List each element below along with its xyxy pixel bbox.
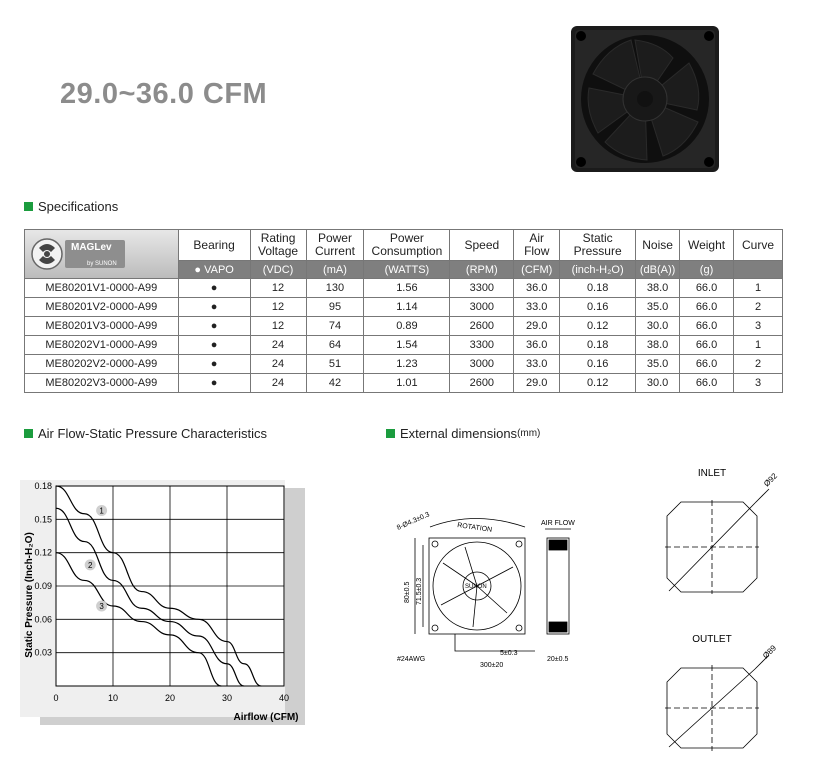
col-header-consumption: Power Consumption: [364, 230, 450, 261]
col-header-speed: Speed: [450, 230, 514, 261]
col-header-curve: Curve: [734, 230, 783, 261]
x-tick-label: 0: [53, 693, 59, 703]
table-cell: 1.01: [364, 374, 450, 393]
table-cell: 24: [250, 355, 306, 374]
specifications-heading: Specifications: [24, 199, 118, 214]
section-marker-icon: [386, 429, 395, 438]
series-label-3: 3: [99, 602, 104, 611]
maglev-logo: MAGLev by SUNON: [25, 230, 179, 279]
table-cell: 1.14: [364, 298, 450, 317]
x-tick-label: 30: [221, 693, 233, 703]
table-cell: 38.0: [636, 279, 680, 298]
table-cell: 3300: [450, 279, 514, 298]
inlet-diameter-label: Ø92: [762, 471, 780, 489]
table-cell: 38.0: [636, 336, 680, 355]
table-cell: 0.12: [560, 317, 636, 336]
table-cell: 1.54: [364, 336, 450, 355]
model-number-cell: ME80202V3-0000-A99: [25, 374, 179, 393]
table-row: [25, 279, 783, 298]
specifications-table: [24, 229, 783, 393]
table-row: [25, 298, 783, 317]
table-cell: 66.0: [680, 279, 734, 298]
wire-length-label: 300±20: [480, 662, 504, 669]
inlet-title: INLET: [697, 468, 727, 479]
col-header-noise: Noise: [636, 230, 680, 261]
table-cell: 3000: [450, 298, 514, 317]
table-cell: 33.0: [514, 298, 560, 317]
table-cell: ●: [178, 374, 250, 393]
col-header-pressure: Static Pressure: [560, 230, 636, 261]
dimensions-heading: External dimensions (mm): [386, 426, 540, 441]
y-tick-label: 0.03: [34, 647, 52, 658]
col-header-voltage: Rating Voltage: [250, 230, 306, 261]
model-number-cell: ME80201V1-0000-A99: [25, 279, 179, 298]
x-tick-label: 20: [164, 693, 176, 703]
mount-hole-label: 8-Ø4.3±0.3: [395, 511, 431, 532]
table-cell: 30.0: [636, 317, 680, 336]
table-cell: 33.0: [514, 355, 560, 374]
section-marker-icon: [24, 429, 33, 438]
table-cell: ●: [178, 336, 250, 355]
table-cell: 66.0: [680, 374, 734, 393]
table-cell: 0.18: [560, 336, 636, 355]
table-cell: 29.0: [514, 374, 560, 393]
inner-height-label: 71.5±0.3: [416, 577, 423, 605]
table-row: [25, 336, 783, 355]
y-tick-label: 0.12: [34, 547, 52, 558]
table-cell: 1.56: [364, 279, 450, 298]
col-header-bearing: Bearing: [178, 230, 250, 261]
table-cell: 2600: [450, 317, 514, 336]
table-cell: 29.0: [514, 317, 560, 336]
table-cell: 12: [250, 298, 306, 317]
table-cell: 24: [250, 336, 306, 355]
table-cell: 36.0: [514, 279, 560, 298]
table-cell: 2: [734, 355, 783, 374]
table-cell: 66.0: [680, 355, 734, 374]
y-tick-label: 0.09: [34, 581, 52, 591]
y-tick-label: 0.18: [34, 481, 52, 491]
table-unit-row: ● VAPO (VDC) (mA) (WATTS) (RPM) (CFM) (inch-H₂O) (dB(A)) (g): [25, 261, 783, 279]
table-cell: 36.0: [514, 336, 560, 355]
page-title: 29.0~36.0 CFM: [60, 78, 268, 110]
table-cell: 35.0: [636, 298, 680, 317]
table-cell: 24: [250, 374, 306, 393]
table-cell: ●: [178, 317, 250, 336]
outlet-drawing: [665, 655, 769, 751]
airflow-pressure-chart: [20, 480, 305, 725]
table-cell: 3000: [450, 355, 514, 374]
fan-product-photo: [565, 18, 725, 178]
inlet-drawing: [665, 489, 769, 594]
x-tick-label: 40: [278, 693, 290, 703]
wire-gauge-label: #24AWG: [397, 656, 426, 663]
table-cell: 74: [306, 317, 364, 336]
table-cell: 130: [306, 279, 364, 298]
table-cell: 64: [306, 336, 364, 355]
table-header-row: [25, 230, 783, 261]
section-marker-icon: [24, 202, 33, 211]
model-number-cell: ME80202V2-0000-A99: [25, 355, 179, 374]
x-tick-label: 10: [107, 693, 119, 703]
table-cell: 2: [734, 298, 783, 317]
table-cell: 30.0: [636, 374, 680, 393]
table-cell: 3300: [450, 336, 514, 355]
table-cell: 95: [306, 298, 364, 317]
col-header-current: Power Current: [306, 230, 364, 261]
table-row: [25, 317, 783, 336]
col-header-airflow: Air Flow: [514, 230, 560, 261]
series-label-1: 1: [99, 506, 104, 516]
table-cell: 1: [734, 279, 783, 298]
table-cell: 3: [734, 374, 783, 393]
table-cell: 51: [306, 355, 364, 374]
table-row: [25, 355, 783, 374]
external-dimension-drawings: [385, 455, 815, 760]
table-cell: 1.23: [364, 355, 450, 374]
table-cell: 2600: [450, 374, 514, 393]
table-cell: 0.89: [364, 317, 450, 336]
airflow-chart-heading: Air Flow-Static Pressure Characteristics: [24, 426, 267, 441]
model-number-cell: ME80202V1-0000-A99: [25, 336, 179, 355]
y-tick-label: 0.06: [34, 614, 52, 625]
table-cell: 66.0: [680, 336, 734, 355]
brand-label: SUNON: [465, 584, 487, 590]
table-cell: 42: [306, 374, 364, 393]
side-view-drawing: [545, 529, 571, 634]
table-cell: 66.0: [680, 298, 734, 317]
x-axis-label: Airflow (CFM): [233, 712, 299, 723]
height-label: 80±0.5: [404, 581, 411, 603]
table-cell: 66.0: [680, 317, 734, 336]
wire-offset-label: 5±0.3: [500, 650, 518, 657]
table-cell: 12: [250, 317, 306, 336]
airflow-direction-label: AIR FLOW: [541, 520, 575, 527]
table-cell: 0.18: [560, 279, 636, 298]
table-cell: 35.0: [636, 355, 680, 374]
table-row: [25, 374, 783, 393]
depth-label: 20±0.5: [547, 656, 569, 663]
table-cell: ●: [178, 279, 250, 298]
rotation-label: ROTATION: [456, 522, 493, 534]
y-axis-label: Static Pressure (Inch-H₂O): [24, 532, 35, 658]
table-cell: ●: [178, 298, 250, 317]
table-cell: 0.12: [560, 374, 636, 393]
series-label-2: 2: [87, 560, 93, 570]
table-cell: 0.16: [560, 355, 636, 374]
table-cell: 0.16: [560, 298, 636, 317]
y-tick-label: 0.15: [34, 514, 52, 525]
table-cell: ●: [178, 355, 250, 374]
table-cell: 3: [734, 317, 783, 336]
col-header-weight: Weight: [680, 230, 734, 261]
model-number-cell: ME80201V2-0000-A99: [25, 298, 179, 317]
table-cell: 1: [734, 336, 783, 355]
model-number-cell: ME80201V3-0000-A99: [25, 317, 179, 336]
outlet-diameter-label: Ø89: [761, 643, 779, 661]
table-cell: 12: [250, 279, 306, 298]
outlet-title: OUTLET: [692, 634, 732, 645]
